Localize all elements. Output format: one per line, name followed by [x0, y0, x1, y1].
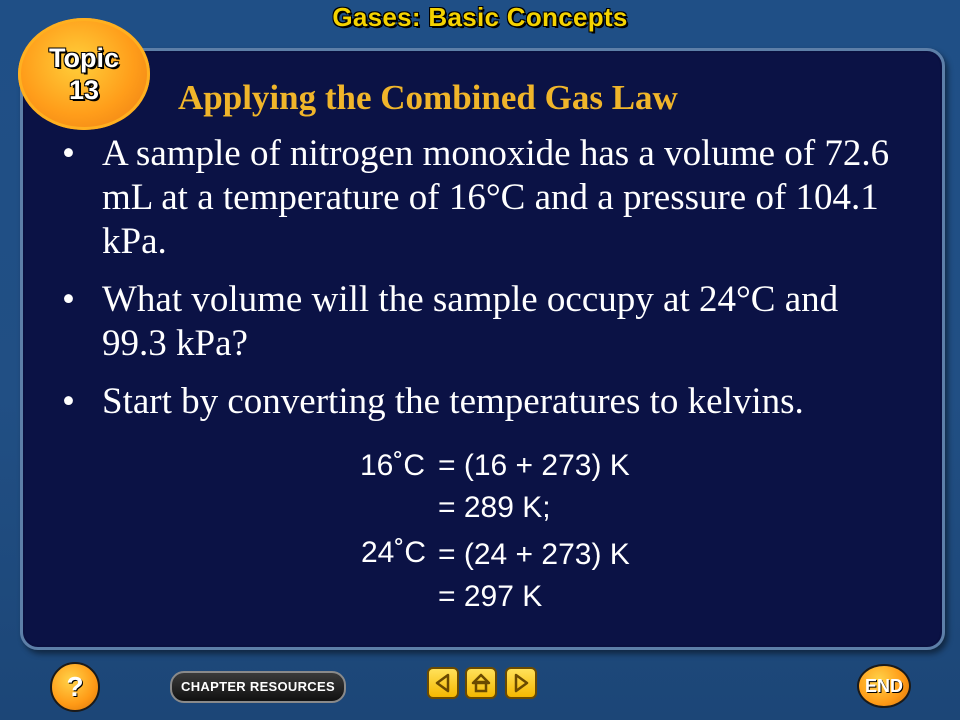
calc-t1-line1: = (16 + 273) K: [438, 449, 630, 482]
next-button[interactable]: [505, 667, 537, 699]
topic-badge-label: Topic: [49, 43, 119, 73]
help-button[interactable]: ?: [50, 662, 100, 712]
topic-badge: [18, 18, 150, 130]
topic-badge-number: 13: [68, 75, 100, 105]
bullet-text: What volume will the sample occupy at 24°C and 99.3 kPa?: [102, 279, 839, 364]
triangle-left-icon: [429, 669, 457, 697]
triangle-right-icon: [507, 669, 535, 697]
bullet-dot: •: [62, 279, 75, 320]
header-title: Gases: Basic Concepts: [332, 2, 628, 32]
bullet-item: [62, 380, 842, 424]
chapter-resources-button[interactable]: CHAPTER RESOURCES: [170, 671, 346, 703]
calc-t2-line2: = 297 K: [438, 580, 543, 613]
prev-button[interactable]: [427, 667, 459, 699]
end-button[interactable]: END: [857, 664, 911, 708]
home-icon: [467, 669, 495, 697]
slide-title: Applying the Combined Gas Law: [178, 78, 678, 117]
calc-t1-line2: = 289 K;: [438, 491, 551, 524]
bullet-dot: •: [62, 133, 75, 174]
home-button[interactable]: [465, 667, 497, 699]
calc-t1-label: 16˚C: [360, 449, 426, 482]
bullet-item: [62, 132, 912, 264]
calc-t2-label: 24˚C: [361, 536, 427, 569]
bullet-text: Start by converting the temperatures to kelvins.: [102, 381, 804, 422]
bullet-list: [62, 132, 912, 438]
bullet-text: A sample of nitrogen monoxide has a volume of 72.6 mL at a temperature of 16°C and a pressure of 104.1 kPa.: [102, 133, 890, 262]
bullet-dot: •: [62, 381, 75, 422]
calc-t2-line1: = (24 + 273) K: [438, 538, 630, 571]
bullet-item: [62, 278, 912, 366]
